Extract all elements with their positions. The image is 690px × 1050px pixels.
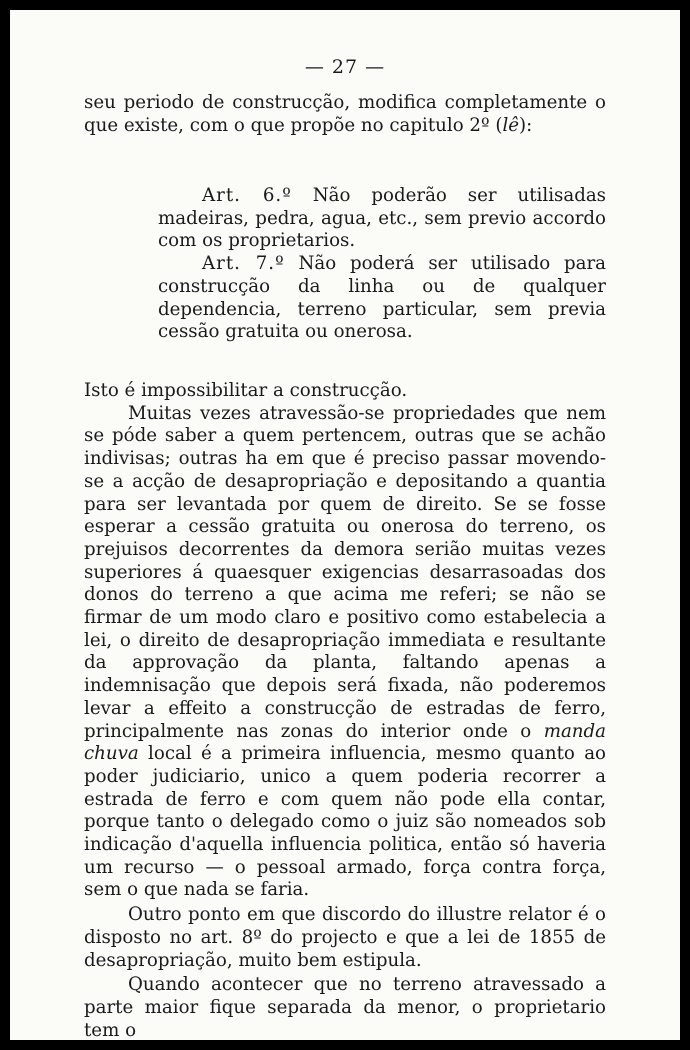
main-text	[84, 380, 606, 1040]
quoted-articles	[158, 185, 606, 344]
document-page	[10, 10, 680, 1040]
article-6-text: Não poderão ser utilisadas madeiras, pedra, agua, etc., sem previo accordo com os proprietarios.	[158, 185, 607, 252]
paragraph-2-a: Muitas vezes atravessão-se propriedades que nem se póde saber a quem pertencem, outras que se achão indivisas; outras ha em que é preciso passar movendo-se a acção de desapropriação e depositando a quantia para ser levantada por quem de direito. Se se fosse esperar a cessão gratuita ou onerosa do terreno, os prejuisos decorrentes da demora serião muitas vezes superiores á quaesquer exigencias desarrasoadas dos donos do terreno a que acima me referi; se não se firmar de um modo claro e positivo como estabelecia a lei, o direito de desapropriação immediata e resultante da approvação da planta, faltando apenas a indemnisação que depois será fixada, não poderemos levar a effeito a construcção de estradas de ferro, principalmente nas zonas do interior onde o	[84, 402, 606, 742]
article-6-label: Art. 6.º	[202, 185, 292, 206]
paragraph-4: Quando acontecer que no terreno atravessado a parte maior fique separada da menor, o proprietario tem o	[84, 974, 606, 1040]
paragraph-3: Outro ponto em que discordo do illustre relator é o disposto no art. 8º do projecto e que a lei de 1855 de desapropriação, muito bem estipula.	[84, 904, 606, 971]
article-6	[158, 185, 606, 253]
intro-text: seu periodo de construcção, modifica completamente o que existe, com o que propõe no capitulo 2º (	[84, 92, 606, 136]
article-7-label: Art. 7.º	[202, 253, 285, 275]
intro-end: ):	[519, 114, 533, 136]
article-7-text: Não poderá ser utilisado para construcção da linha ou de qualquer dependencia, terreno particular, sem previa cessão gratuita ou onerosa.	[158, 253, 606, 343]
page-number: — 27 —	[304, 56, 386, 78]
paragraph-2-italic: manda chuva	[84, 720, 606, 765]
intro-le: lê	[502, 114, 520, 136]
article-7	[158, 253, 606, 344]
paragraph-1: Isto é impossibilitar a construcção.	[84, 380, 408, 401]
intro-paragraph	[84, 92, 606, 137]
paragraph-2-b: local é a primeira influencia, mesmo quanto ao poder judiciario, unico a quem poderia recorrer a estrada de ferro e com quem não pode ella contar, porque tanto o delegado como o juiz são nomeados sob indicação d'aquella influencia politica, então só haveria um recurso — o pessoal armado, força contra força, sem o que nada se faria.	[84, 743, 606, 901]
paragraph-2	[84, 403, 606, 902]
